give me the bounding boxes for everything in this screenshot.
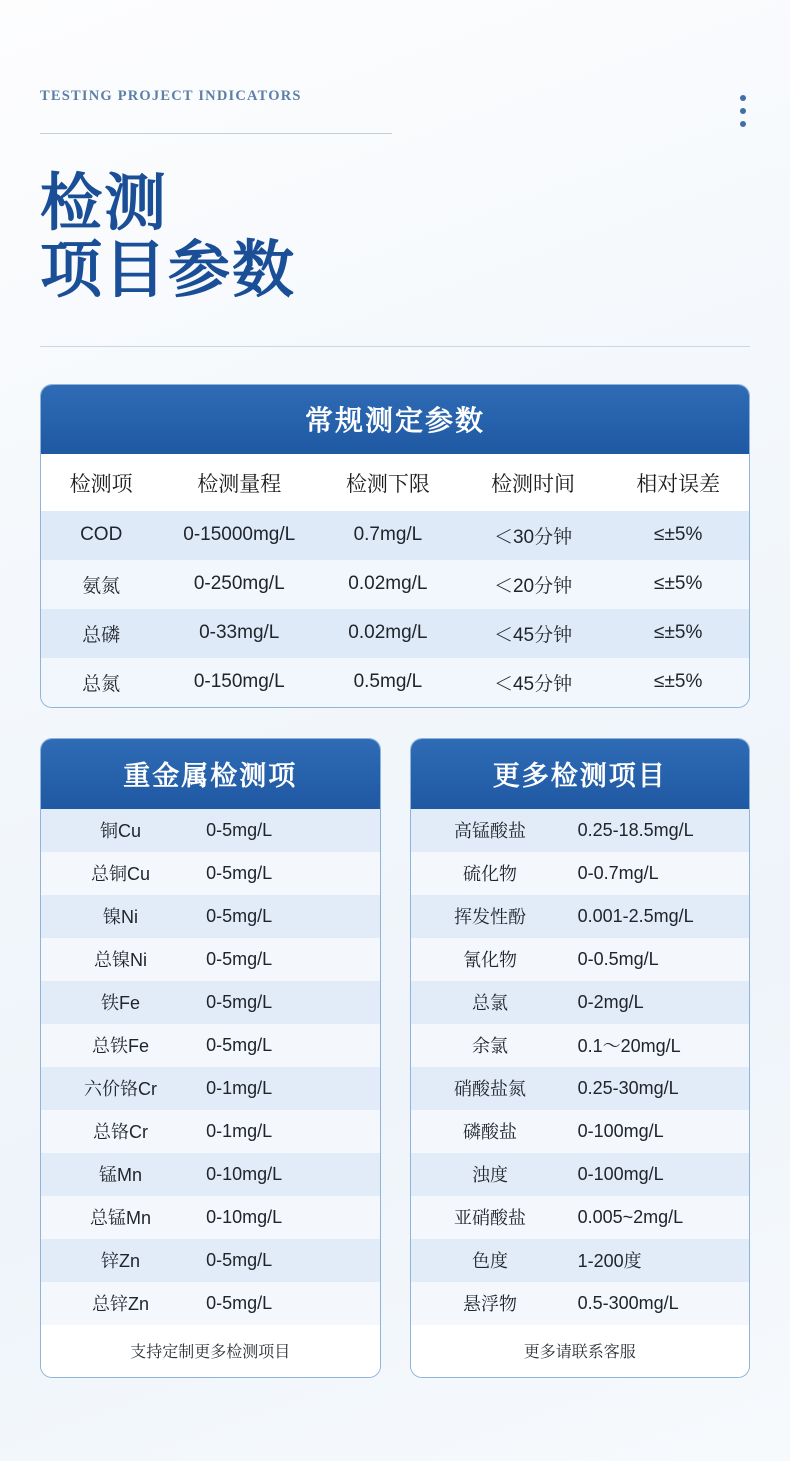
item-name: 浊度: [411, 1153, 570, 1196]
list-item: [411, 1110, 750, 1153]
item-name: 悬浮物: [411, 1282, 570, 1325]
item-name: 总镍Ni: [41, 938, 200, 981]
heavy-metal-footer: 支持定制更多检测项目: [41, 1325, 380, 1377]
item-value: 0-5mg/L: [200, 895, 379, 938]
item-value: 0.25-30mg/L: [570, 1067, 749, 1110]
item-value: 0-5mg/L: [200, 938, 379, 981]
more-items-footer: 更多请联系客服: [411, 1325, 750, 1377]
item-name: 总铬Cr: [41, 1110, 200, 1153]
item-value: 0-0.5mg/L: [570, 938, 749, 981]
header-divider: [40, 133, 392, 134]
table-header-row: [41, 454, 749, 511]
item-name: 锰Mn: [41, 1153, 200, 1196]
item-value: 0.001-2.5mg/L: [570, 895, 749, 938]
cell-item: 总磷: [41, 609, 161, 658]
item-value: 0-100mg/L: [570, 1110, 749, 1153]
item-value: 0-2mg/L: [570, 981, 749, 1024]
table-row: [41, 658, 749, 707]
item-value: 0-0.7mg/L: [570, 852, 749, 895]
page-title: [40, 166, 750, 306]
cell-limit: 0.7mg/L: [317, 511, 459, 560]
eyebrow-text: TESTING PROJECT INDICATORS: [40, 88, 302, 104]
list-item: [411, 981, 750, 1024]
item-value: 0-10mg/L: [200, 1153, 379, 1196]
item-value: 0-5mg/L: [200, 981, 379, 1024]
standard-parameters-table: [41, 454, 749, 707]
list-item: [41, 938, 380, 981]
item-value: 1-200度: [570, 1239, 749, 1282]
item-name: 色度: [411, 1239, 570, 1282]
standard-parameters-title: 常规测定参数: [41, 385, 749, 454]
item-name: 总氯: [411, 981, 570, 1024]
list-item: [411, 852, 750, 895]
item-name: 余氯: [411, 1024, 570, 1067]
item-value: 0-100mg/L: [570, 1153, 749, 1196]
item-value: 0-5mg/L: [200, 809, 379, 852]
item-name: 锌Zn: [41, 1239, 200, 1282]
list-item: [41, 1110, 380, 1153]
more-items-card: [410, 738, 751, 1378]
list-item: [411, 1196, 750, 1239]
item-name: 氰化物: [411, 938, 570, 981]
cell-error: ≤±5%: [607, 560, 749, 609]
list-item: [41, 1239, 380, 1282]
list-item: [41, 809, 380, 852]
cell-range: 0-150mg/L: [161, 658, 317, 707]
item-name: 铜Cu: [41, 809, 200, 852]
list-item: [41, 1282, 380, 1325]
heavy-metal-card: [40, 738, 381, 1378]
list-item: [41, 981, 380, 1024]
cell-limit: 0.5mg/L: [317, 658, 459, 707]
item-name: 六价铬Cr: [41, 1067, 200, 1110]
item-value: 0-10mg/L: [200, 1196, 379, 1239]
item-name: 亚硝酸盐: [411, 1196, 570, 1239]
item-value: 0.5-300mg/L: [570, 1282, 749, 1325]
item-name: 挥发性酚: [411, 895, 570, 938]
table-row: [41, 511, 749, 560]
cell-error: ≤±5%: [607, 511, 749, 560]
column-header: 检测时间: [459, 454, 608, 511]
lower-cards-row: [40, 738, 750, 1378]
section-divider: [40, 346, 750, 347]
item-name: 高锰酸盐: [411, 809, 570, 852]
standard-parameters-card: [40, 384, 750, 708]
cell-limit: 0.02mg/L: [317, 609, 459, 658]
list-item: [411, 1239, 750, 1282]
item-value: 0-5mg/L: [200, 852, 379, 895]
cell-item: 总氮: [41, 658, 161, 707]
item-name: 硝酸盐氮: [411, 1067, 570, 1110]
item-name: 总铁Fe: [41, 1024, 200, 1067]
more-items-title: 更多检测项目: [411, 739, 750, 809]
column-header: 相对误差: [607, 454, 749, 511]
table-row: [41, 560, 749, 609]
item-name: 总锌Zn: [41, 1282, 200, 1325]
cell-error: ≤±5%: [607, 658, 749, 707]
item-name: 硫化物: [411, 852, 570, 895]
list-item: [41, 1153, 380, 1196]
cell-time: ＜30分钟: [459, 511, 608, 560]
item-name: 镍Ni: [41, 895, 200, 938]
cell-time: ＜20分钟: [459, 560, 608, 609]
cell-item: 氨氮: [41, 560, 161, 609]
cell-limit: 0.02mg/L: [317, 560, 459, 609]
page-title-line2: 项目参数: [40, 232, 297, 306]
cell-item: COD: [41, 511, 161, 560]
list-item: [411, 1282, 750, 1325]
item-name: 总铜Cu: [41, 852, 200, 895]
item-name: 磷酸盐: [411, 1110, 570, 1153]
list-item: [411, 895, 750, 938]
table-row: [41, 609, 749, 658]
column-header: 检测项: [41, 454, 161, 511]
more-items-list: [411, 809, 750, 1325]
cell-time: ＜45分钟: [459, 609, 608, 658]
item-name: 总锰Mn: [41, 1196, 200, 1239]
column-header: 检测量程: [161, 454, 317, 511]
heavy-metal-list: [41, 809, 380, 1325]
list-item: [411, 1024, 750, 1067]
list-item: [411, 1067, 750, 1110]
item-value: 0-1mg/L: [200, 1067, 379, 1110]
page-header: [40, 0, 750, 347]
vertical-dots-icon[interactable]: [740, 95, 746, 127]
list-item: [41, 1067, 380, 1110]
list-item: [411, 938, 750, 981]
item-value: 0.25-18.5mg/L: [570, 809, 749, 852]
page-title-line1: 检测: [40, 166, 169, 239]
item-value: 0-1mg/L: [200, 1110, 379, 1153]
list-item: [411, 1153, 750, 1196]
cell-range: 0-15000mg/L: [161, 511, 317, 560]
item-value: 0.1～20mg/L: [570, 1024, 749, 1067]
cell-range: 0-33mg/L: [161, 609, 317, 658]
heavy-metal-title: 重金属检测项: [41, 739, 380, 809]
list-item: [41, 1196, 380, 1239]
cell-time: ＜45分钟: [459, 658, 608, 707]
list-item: [411, 809, 750, 852]
item-name: 铁Fe: [41, 981, 200, 1024]
cell-error: ≤±5%: [607, 609, 749, 658]
cell-range: 0-250mg/L: [161, 560, 317, 609]
item-value: 0-5mg/L: [200, 1239, 379, 1282]
item-value: 0.005~2mg/L: [570, 1196, 749, 1239]
item-value: 0-5mg/L: [200, 1024, 379, 1067]
column-header: 检测下限: [317, 454, 459, 511]
list-item: [41, 1024, 380, 1067]
item-value: 0-5mg/L: [200, 1282, 379, 1325]
list-item: [41, 895, 380, 938]
list-item: [41, 852, 380, 895]
